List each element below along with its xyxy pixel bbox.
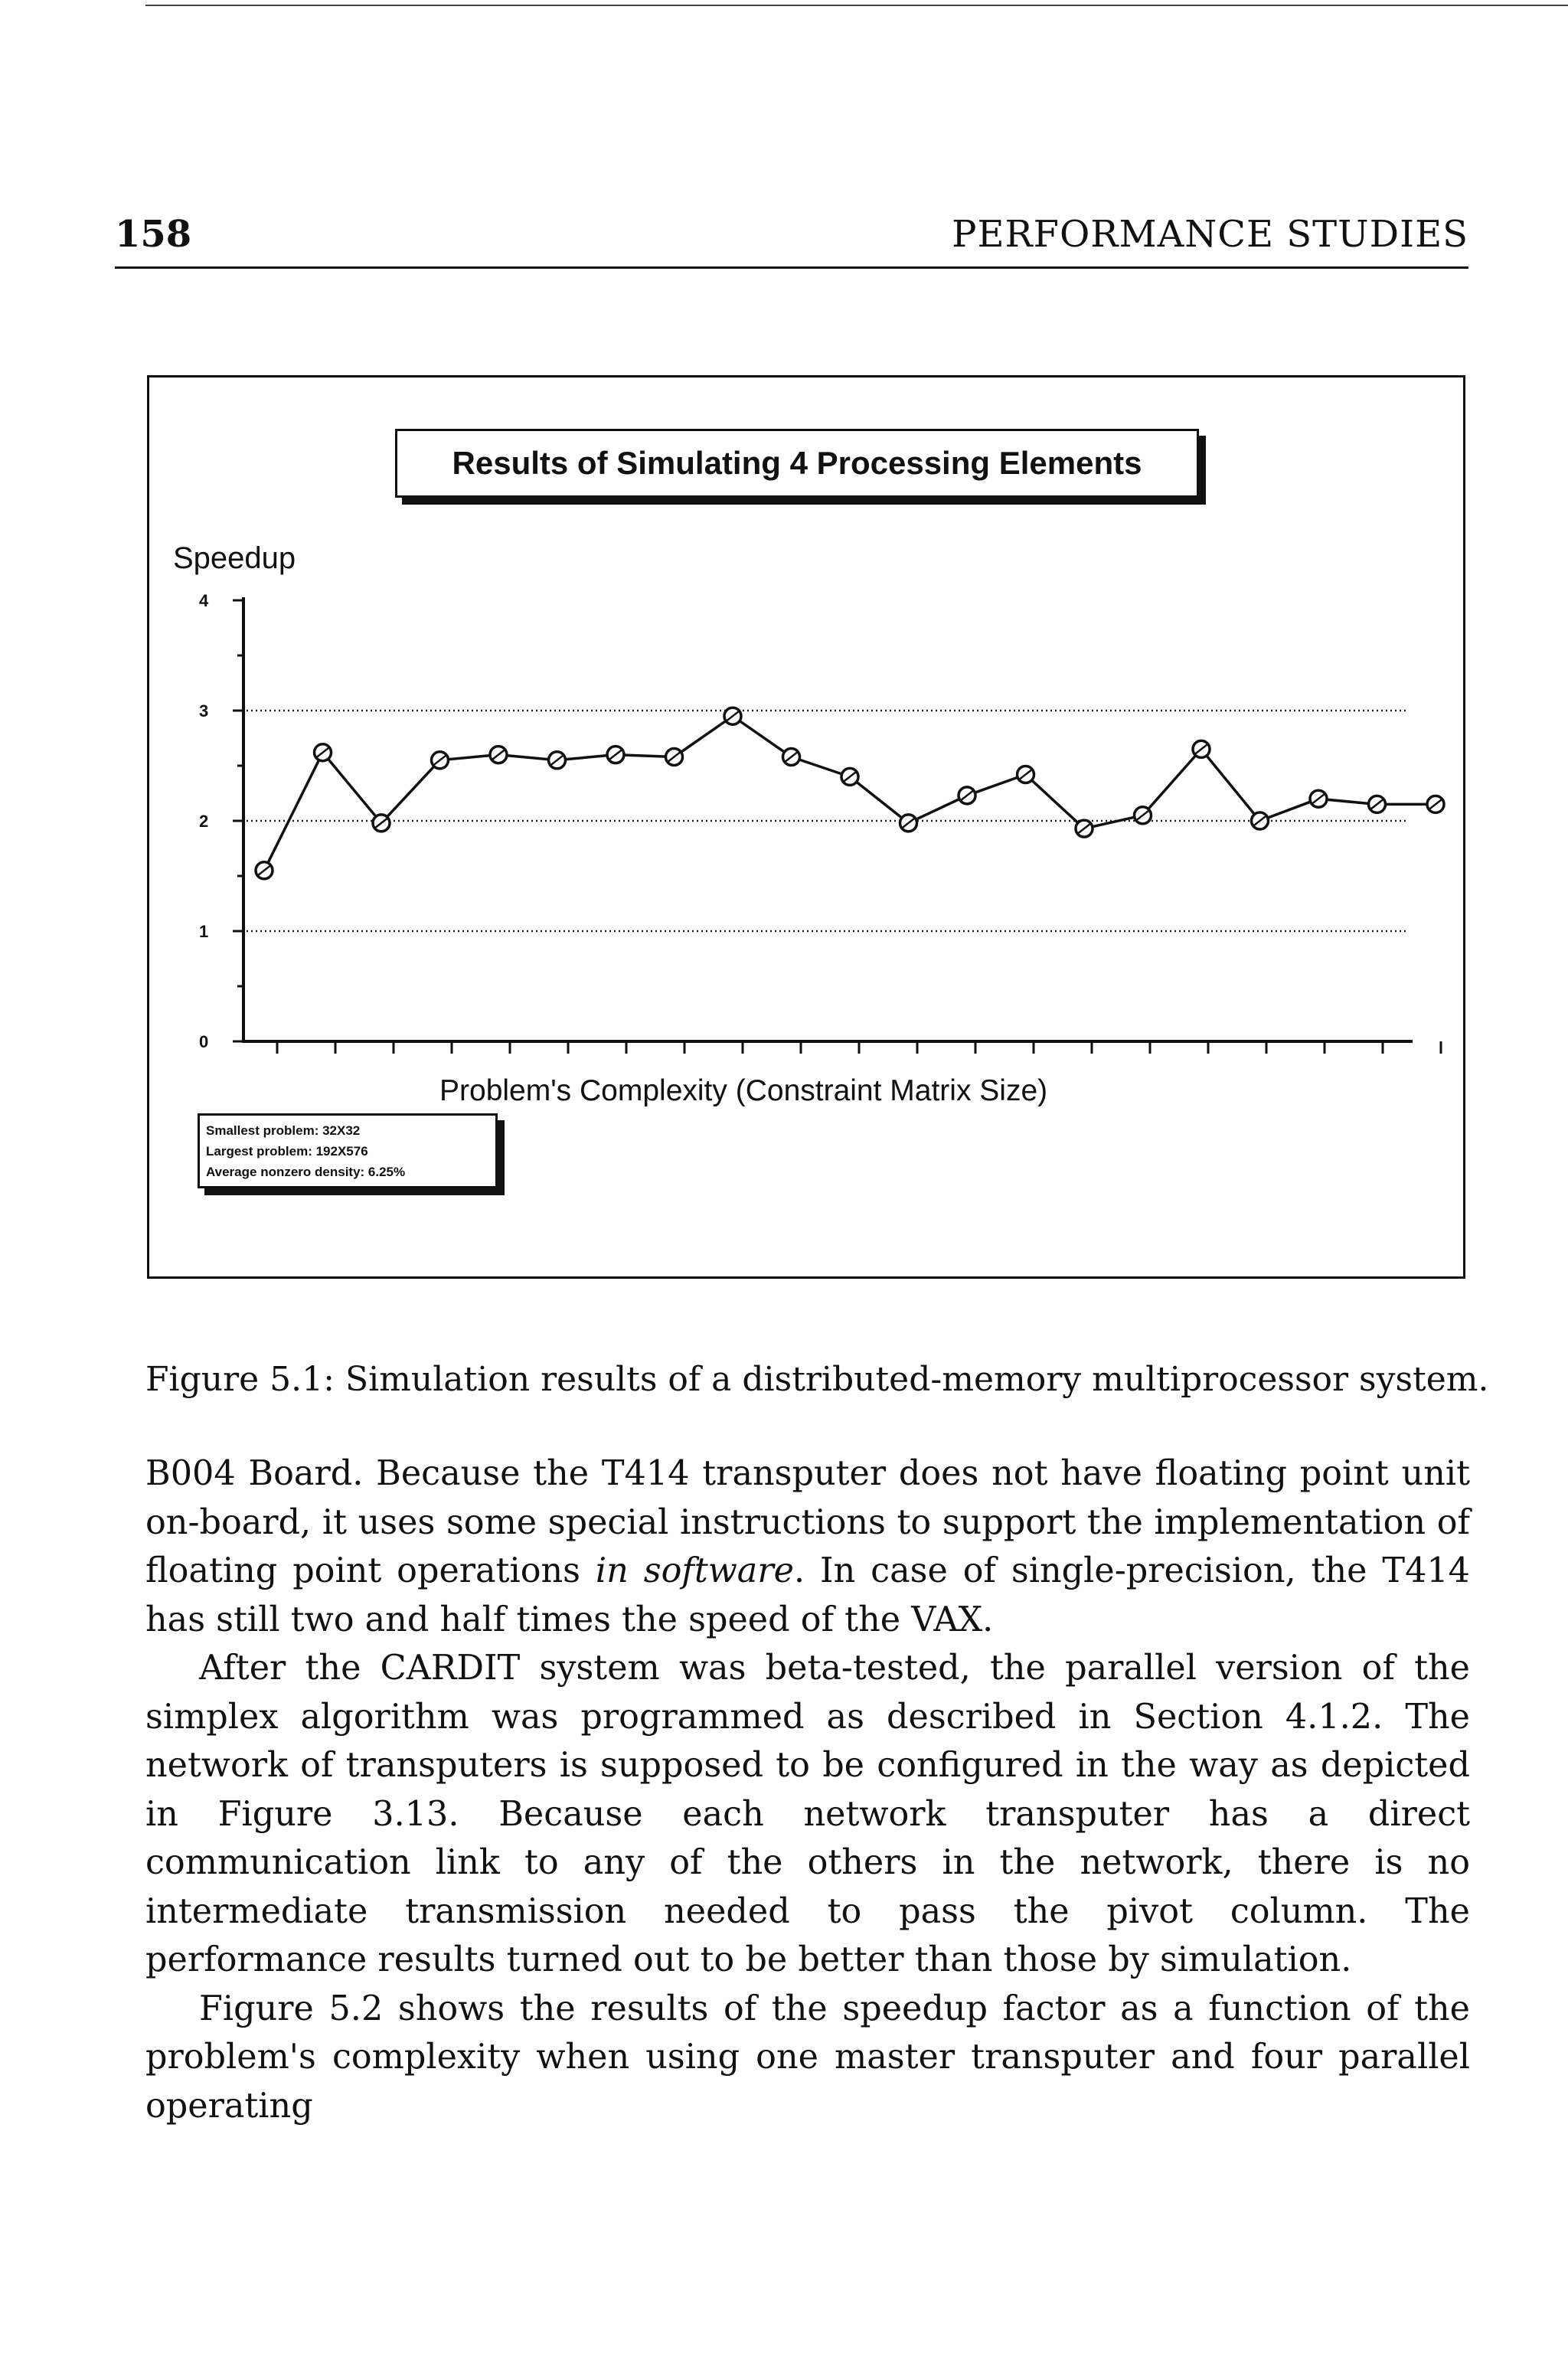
paragraph-2 — [145, 1644, 1470, 1985]
paragraph-1 — [145, 1449, 1470, 1644]
data-point-17 — [1193, 740, 1210, 757]
data-point-9 — [724, 708, 741, 724]
data-point-2 — [315, 744, 332, 761]
problem-info-box — [198, 1113, 498, 1188]
data-point-19 — [1310, 790, 1327, 807]
data-point-3 — [373, 815, 390, 832]
chart-title: Results of Simulating 4 Processing Elements — [452, 445, 1142, 481]
data-point-20 — [1369, 796, 1386, 812]
top-rule — [145, 5, 1568, 6]
data-point-6 — [549, 752, 566, 769]
y-tick-label-4: 4 — [199, 591, 209, 610]
data-point-5 — [490, 747, 507, 763]
y-axis-label: Speedup — [173, 541, 296, 575]
data-point-16 — [1135, 807, 1152, 824]
p1-text-a: B004 Board. Because the T414 transputer does not have floating point unit on-board, it uses some special instructions to support the implementation of floating point operations — [145, 1454, 1470, 1590]
y-tick-label-1: 1 — [199, 922, 209, 941]
page-number: 158 — [115, 213, 192, 256]
data-point-7 — [607, 747, 624, 763]
data-point-13 — [959, 787, 975, 804]
data-point-11 — [841, 768, 858, 785]
p2-text-b: system was beta-tested, the parallel version of the simplex algorithm was programmed as described in Section 4.1.2. The network of transputers is supposed to be configured in the way as depicted in Figure 3.13. Because each network transputer has a direct communication link to any of the others in the network, there is no intermediate transmission needed to pass the pivot column. The performance results turned out to be better than those by simulation. — [145, 1649, 1471, 1979]
data-point-10 — [783, 748, 800, 765]
running-head-rule — [115, 266, 1468, 269]
figure-caption: Figure 5.1: Simulation results of a distributed-memory multiprocessor system. — [145, 1360, 1489, 1399]
data-point-14 — [1018, 766, 1034, 783]
speedup-line — [264, 716, 1436, 871]
y-tick-label-3: 3 — [199, 701, 209, 721]
chart-title-box — [395, 429, 1199, 498]
info-density: Average nonzero density: 6.25% — [206, 1165, 406, 1179]
y-tick-label-0: 0 — [199, 1032, 209, 1051]
info-smallest: Smallest problem: 32X32 — [206, 1123, 361, 1138]
paragraph-3: Figure 5.2 shows the results of the speedup factor as a function of the problem's complexity when using one master transputer and four parallel operating — [145, 1989, 1470, 2126]
p1-emphasis: in software — [595, 1551, 794, 1590]
p2-text-a: After the — [199, 1649, 381, 1688]
data-point-18 — [1252, 812, 1269, 829]
data-point-8 — [666, 748, 683, 765]
p1-text-b: . In case of single-precision, the T414 has still two and half times the speed of the VAX. — [145, 1551, 1470, 1639]
p2-smallcaps: CARDIT — [380, 1649, 521, 1688]
data-point-4 — [432, 752, 449, 769]
running-head — [115, 213, 1468, 266]
data-point-1 — [256, 862, 273, 879]
data-point-15 — [1076, 820, 1093, 837]
data-point-21 — [1427, 796, 1444, 812]
x-axis-label: Problem's Complexity (Constraint Matrix Size) — [439, 1074, 1048, 1107]
info-largest: Largest problem: 192X576 — [206, 1144, 368, 1159]
y-tick-label-2: 2 — [199, 812, 209, 831]
running-title: PERFORMANCE STUDIES — [952, 213, 1468, 256]
data-point-12 — [900, 815, 917, 832]
body-text — [145, 1449, 1470, 2130]
